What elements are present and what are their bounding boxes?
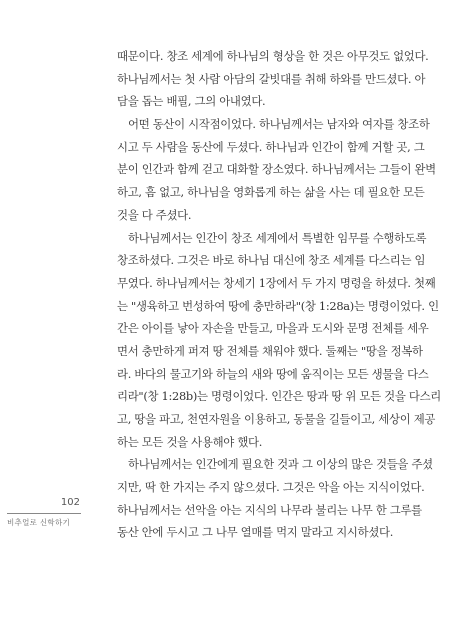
- text-line: 하나님께서는 인간에게 필요한 것과 그 이상의 많은 것들을 주셨: [128, 457, 433, 472]
- text-line: 것을 다 주셨다.: [117, 207, 192, 222]
- text-line: 무였다. 하나님께서는 창세기 1장에서 두 가지 명령을 하셨다. 첫째: [117, 275, 436, 290]
- text-line: 간은 아이를 낳아 자손을 만들고, 마을과 도시와 문명 전체를 세우: [117, 321, 429, 336]
- text-line: 동산 안에 두시고 그 나무 열매를 먹지 말라고 지시하셨다.: [117, 525, 394, 540]
- running-footer-title: 비추얼로 신학하기: [7, 518, 71, 527]
- text-line: 리라"(창 1:28b)는 명령이었다. 인간은 땅과 땅 위 모든 것을 다스리: [117, 389, 441, 404]
- text-line: 하고, 흠 없고, 하나님을 영화롭게 하는 삶을 사는 데 필요한 모든: [117, 185, 425, 200]
- text-line: 는 "생육하고 번성하여 땅에 충만하라"(창 1:28a)는 명령이었다. 인: [117, 298, 439, 313]
- page-number: 102: [60, 497, 80, 508]
- text-line: 하나님께서는 선악을 아는 지식의 나무라 불리는 나무 한 그루를: [117, 502, 422, 517]
- text-line: 창조하셨다. 그것은 바로 하나님 대신에 창조 세계를 다스리는 임: [117, 253, 426, 268]
- body-text: [117, 45, 441, 544]
- text-line: 때문이다. 창조 세계에 하나님의 형상을 한 것은 아무것도 없었다.: [117, 49, 429, 63]
- text-line: 분이 인간과 함께 걷고 대화할 장소였다. 하나님께서는 그들이 완벽: [117, 162, 436, 177]
- text-line: 면서 충만하게 퍼져 땅 전체를 채워야 했다. 둘째는 "땅을 정복하: [117, 343, 423, 358]
- footer-divider: [7, 513, 81, 514]
- text-line: 어떤 동산이 시작점이었다. 하나님께서는 남자와 여자를 창조하: [128, 117, 430, 132]
- text-line: 라. 바다의 물고기와 하늘의 새와 땅에 움직이는 모든 생물을 다스: [117, 366, 429, 381]
- text-line: 시고 두 사람을 동산에 두셨다. 하나님과 인간이 함께 거할 곳, 그: [117, 139, 425, 154]
- text-line: 지만, 딱 한 가지는 주지 않으셨다. 그것은 악을 아는 지식이었다.: [117, 480, 425, 495]
- text-line: 하는 모든 것을 사용해야 했다.: [117, 434, 263, 449]
- text-line: 담을 돕는 배필, 그의 아내였다.: [117, 94, 266, 109]
- text-line: 하나님께서는 인간이 창조 세계에서 특별한 임무를 수행하도록: [128, 230, 427, 245]
- text-line: 하나님께서는 첫 사람 아담의 갈빗대를 취해 하와를 만드셨다. 아: [117, 71, 426, 86]
- text-line: 고, 땅을 파고, 천연자원을 이용하고, 동물을 길들이고, 세상이 제공: [117, 412, 436, 426]
